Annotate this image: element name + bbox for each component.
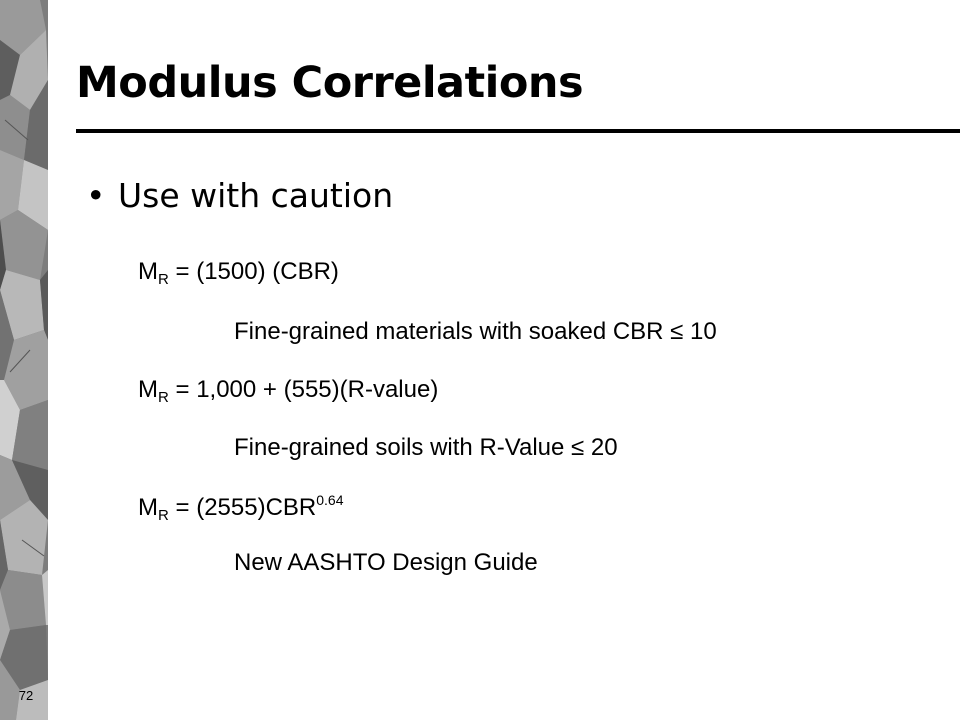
equation-rhs: = 1,000 + (555)(R-value) xyxy=(168,376,439,403)
equation-symbol: M xyxy=(138,494,158,521)
correlation-equation-3 xyxy=(138,492,344,524)
equation-rhs: = (2555)CBR xyxy=(168,494,317,521)
correlation-note-1: Fine-grained materials with soaked CBR ≤ 10 xyxy=(234,318,717,345)
bullet-text: Use with caution xyxy=(118,176,394,215)
correlation-equation-2 xyxy=(138,376,438,406)
equation-rhs: = (1500) (CBR) xyxy=(168,258,339,285)
equation-subscript: R xyxy=(158,271,169,288)
equation-symbol: M xyxy=(138,258,158,285)
slide-title: Modulus Correlations xyxy=(76,58,584,108)
correlation-note-3: New AASHTO Design Guide xyxy=(234,549,538,576)
equation-subscript: R xyxy=(158,507,169,524)
correlation-equation-1 xyxy=(138,258,339,288)
equation-subscript: R xyxy=(158,389,169,406)
bullet-item xyxy=(86,176,393,215)
rock-texture-strip xyxy=(0,0,48,720)
correlation-note-2: Fine-grained soils with R-Value ≤ 20 xyxy=(234,434,618,461)
equation-exponent: 0.64 xyxy=(316,492,344,508)
slide-number: 72 xyxy=(18,688,34,703)
equation-symbol: M xyxy=(138,376,158,403)
rock-texture-image xyxy=(0,0,48,720)
bullet-dot-icon: • xyxy=(86,176,106,215)
title-underline xyxy=(76,129,960,133)
